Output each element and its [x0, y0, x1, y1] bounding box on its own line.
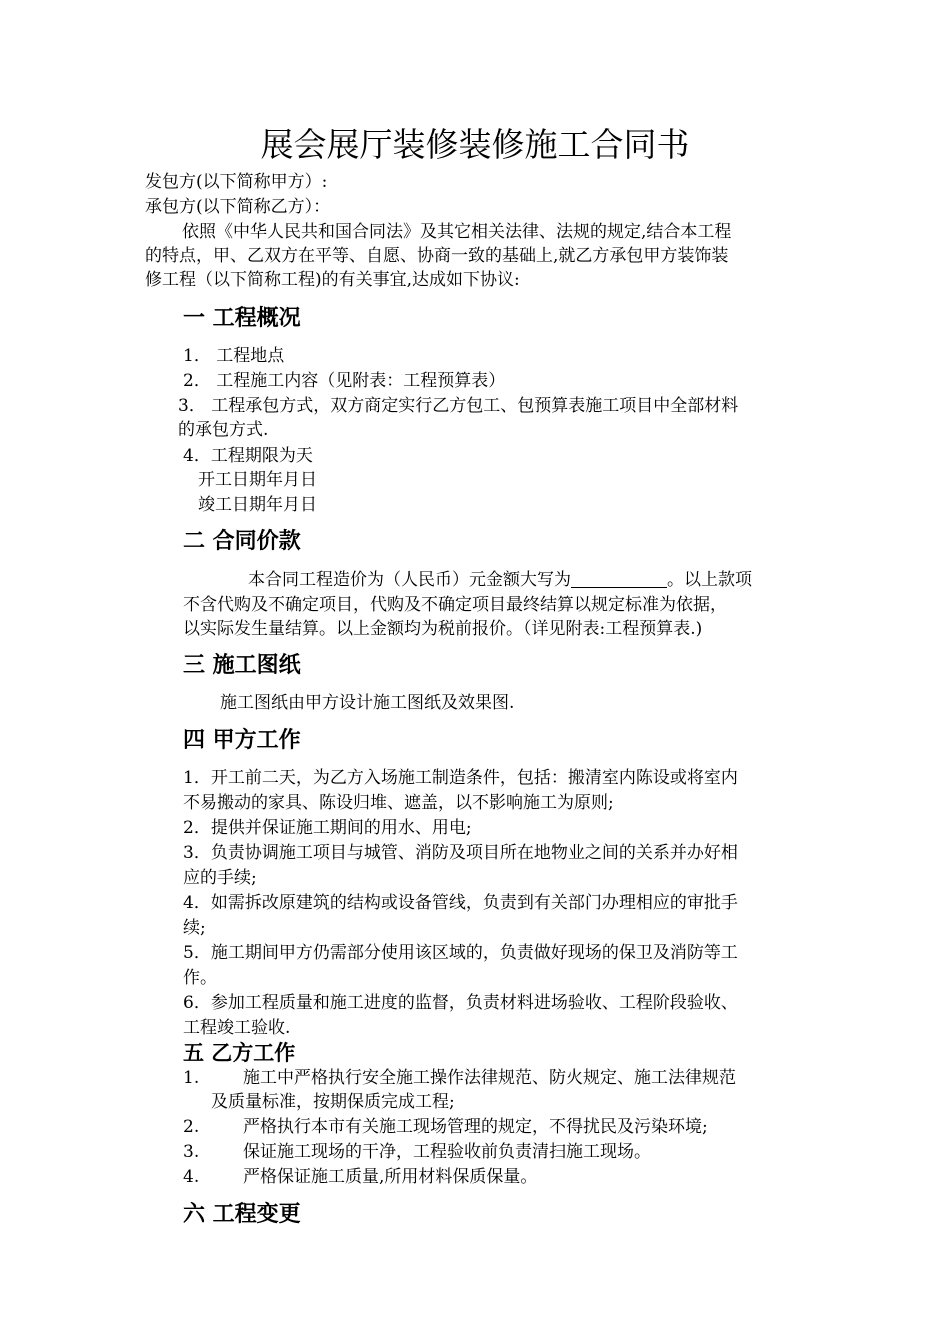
- s5-item-2: [183, 1115, 708, 1140]
- s4-line-1: 1．开工前二天，为乙方入场施工制造条件，包括：搬清室内陈设或将室内: [183, 768, 738, 788]
- s4-line-4: 3．负责协调施工项目与城管、消防及项目所在地物业之间的关系并办好相: [183, 843, 738, 863]
- s4-line-5: 应的手续;: [183, 868, 257, 888]
- s1-item-2: 2． 工程施工内容（见附表：工程预算表）: [183, 371, 506, 391]
- s4-line-6: 4．如需拆改原建筑的结构或设备管线，负责到有关部门办理相应的审批手: [183, 893, 738, 913]
- s5-item-1-text: 施工中严格执行安全施工操作法律规范、防火规定、施工法律规范: [243, 1068, 736, 1088]
- s5-item-4: [183, 1165, 537, 1190]
- s5-item-3-number: 3.: [183, 1142, 200, 1162]
- s5-item-4-text: 严格保证施工质量,所用材料保质保量。: [243, 1167, 538, 1187]
- party-a-line: 发包方(以下简称甲方）:: [145, 172, 328, 192]
- section-1-heading: 一 工程概况: [183, 306, 301, 331]
- s4-line-8: 5．施工期间甲方仍需部分使用该区域的，负责做好现场的保卫及消防等工: [183, 943, 738, 963]
- s4-line-3: 2．提供并保证施工期间的用水、用电;: [183, 818, 472, 838]
- section-6-heading: 六 工程变更: [183, 1202, 301, 1227]
- s3-line-1: 施工图纸由甲方设计施工图纸及效果图.: [220, 693, 515, 713]
- s1-item-4: 4．工程期限为天: [183, 446, 313, 466]
- s5-item-2-number: 2.: [183, 1117, 200, 1137]
- document-title: 展会展厅装修装修施工合同书: [260, 125, 690, 164]
- s4-line-11: 工程竣工验收.: [183, 1018, 291, 1038]
- s2-line-3: 以实际发生量结算。以上金额均为税前报价。（详见附表:工程预算表.): [183, 619, 703, 639]
- s2-price-text-end: 。以上款项: [667, 570, 752, 590]
- s5-item-3-text: 保证施工现场的干净，工程验收前负责清扫施工现场。: [243, 1142, 651, 1162]
- s4-line-7: 续;: [183, 918, 206, 938]
- section-5-heading: 五 乙方工作: [183, 1041, 296, 1065]
- s4-line-10: 6．参加工程质量和施工进度的监督，负责材料进场验收、工程阶段验收、: [183, 993, 738, 1013]
- s5-item-2-text: 严格执行本市有关施工现场管理的规定，不得扰民及污染环境;: [243, 1117, 708, 1137]
- s4-line-2: 不易搬动的家具、陈设归堆、遮盖，以不影响施工为原则;: [183, 793, 614, 813]
- s1-item-3: 3． 工程承包方式，双方商定实行乙方包工、包预算表施工项目中全部材料: [178, 396, 739, 416]
- s5-item-1-number: 1.: [183, 1068, 200, 1088]
- s5-item-3: [183, 1140, 651, 1165]
- s1-start-date: 开工日期年月日: [198, 470, 317, 490]
- s2-price-text: 本合同工程造价为（人民币）元金额大写为: [248, 570, 571, 590]
- section-4-heading: 四 甲方工作: [183, 728, 301, 753]
- intro-paragraph-line-3: 修工程（以下简称工程)的有关事宜,达成如下协议:: [145, 270, 520, 290]
- s1-item-1: 1． 工程地点: [183, 346, 285, 366]
- s1-item-3-cont: 的承包方式.: [178, 420, 269, 440]
- s1-end-date: 竣工日期年月日: [198, 495, 317, 515]
- s5-item-1: [183, 1066, 736, 1091]
- section-3-heading: 三 施工图纸: [183, 653, 301, 678]
- party-b-line: 承包方(以下简称乙方）：: [145, 197, 331, 217]
- s5-item-4-number: 4.: [183, 1167, 200, 1187]
- intro-paragraph-line-1: 依照《中华人民共和国合同法》及其它相关法律、法规的规定,结合本工程: [182, 222, 732, 242]
- s5-item-1-cont: 及质量标准，按期保质完成工程;: [211, 1092, 455, 1112]
- s2-line-2: 不含代购及不确定项目，代购及不确定项目最终结算以规定标准为依据，: [183, 595, 727, 615]
- s2-line-1: [248, 568, 752, 593]
- s4-line-9: 作。: [183, 968, 217, 988]
- amount-blank: [571, 569, 667, 588]
- intro-paragraph-line-2: 的特点，甲、乙双方在平等、自愿、协商一致的基础上,就乙方承包甲方装饰装: [145, 246, 729, 266]
- section-2-heading: 二 合同价款: [183, 529, 301, 554]
